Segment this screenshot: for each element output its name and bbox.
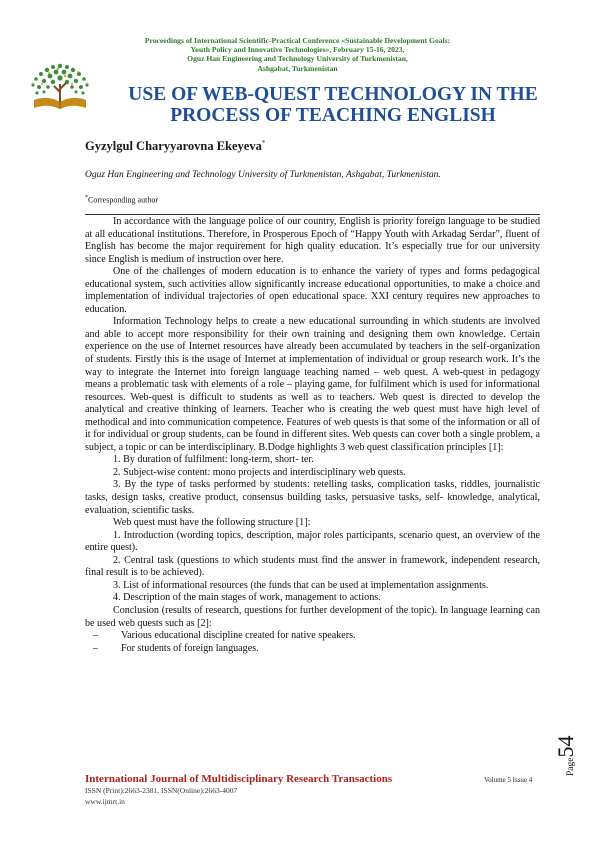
list-item: 2. Subject-wise content: mono projects and interdisciplinary web quests. <box>113 466 406 478</box>
corresponding-text: Corresponding author <box>88 195 158 205</box>
paragraph: In accordance with the language police of our country, English is priority foreign language to be studied at all educational institutions. Therefore, in Prosperous Epoch of “Happy Youth with Arkadag Serdar”, fluent of English has become the major requirement for high quality education. It’s especially true for our university since English is medium of instruction over here. <box>85 216 540 265</box>
dash-marker: – <box>93 642 99 654</box>
author-text: Gyzylgul Charyyarovna Ekeyeva <box>85 139 262 154</box>
journal-name: International Journal of Multidisciplinary Research Transactions <box>85 773 393 785</box>
dash-marker: – <box>93 630 99 642</box>
list-item: 2. Central task (questions to which students must find the answer in framework, independent research, final result is to be achieved). <box>85 554 540 579</box>
corresponding-author <box>85 195 158 205</box>
corresponding-mark: * <box>85 195 88 201</box>
dash-list-item <box>85 643 540 656</box>
paragraph: Web quest must have the following structure [1]: <box>113 517 311 529</box>
title-line: USE OF WEB-QUEST TECHNOLOGY IN THE <box>128 84 538 105</box>
author-mark: * <box>261 139 266 147</box>
issn-line: ISSN (Print):2663-2381, ISSN(Online):2663-4007 <box>85 786 238 795</box>
list-item: 1. By duration of fulfilment: long-term, short- ter. <box>113 454 314 466</box>
list-item: 4. Description of the main stages of work, management to actions. <box>113 592 381 604</box>
dash-list-item <box>85 630 540 643</box>
list-item: 1. Introduction (wording topics, description, major roles participants, scenario quest, an overview of the entire quest). <box>85 529 540 554</box>
page-word: Page <box>566 757 576 776</box>
author-name <box>85 139 265 154</box>
volume-issue: Volume 5 Issue 4 <box>484 776 533 784</box>
list-item: 3. List of informational resources (the funds that can be used at implementation assignments. <box>113 579 489 591</box>
journal-url[interactable]: www.ijmrt.in <box>85 797 125 806</box>
conference-line: Proceedings of International Scientific-Practical Conference «Sustainable Development Goals: <box>144 36 451 45</box>
page-number: 54 <box>553 735 578 758</box>
header-divider <box>85 214 540 215</box>
paragraph: Information Technology helps to create a new educational surrounding in which students are involved and able to accept more responsibility for their own training and designing them own knowledge. Certain experience on the use of Internet resources have already been accumulated by teachers in the self-organization of students. Firstly this is the usage of Internet at implementation of individual or group research work. It’s the way to integrate the Internet into foreign language teaching named – web quest. A web-quest in pedagogy means a problematic task with elements of a role – playing game, for fulfilment which is used for informational resources. Web-quest is difficult to students as well as to teachers. Web quest is directed to develop the analytical and creative thinking of learners. Teacher who is creating the web quest must have high level of methodical and into communication competence. Features of web quests is that some of the information or all of it for individual or group students, can be found in different sites. Web quests can cover both a single problem, a subject, a topic or can be interdisciplinary. B.Dodge highlights 3 web quest classification principles [1]: <box>85 316 540 453</box>
article-body <box>85 216 540 655</box>
affiliation: Oguz Han Engineering and Technology University of Turkmenistan, Ashgabat, Turkmenistan. <box>85 170 441 180</box>
title-line: PROCESS OF TEACHING ENGLISH <box>170 105 496 126</box>
conference-header <box>110 36 485 73</box>
tree-book-logo-icon <box>20 56 100 116</box>
conference-line: Oguz Han Engineering and Technology University of Turkmenistan, <box>187 54 408 64</box>
paragraph: Conclusion (results of research, questions for further development of the topic). In language learning can be used web quests such as [2]: <box>85 604 540 629</box>
list-item: 3. By the type of tasks performed by students: retelling tasks, complication tasks, riddles, journalistic tasks, design tasks, creative product, consensus building tasks, persuasive tasks, self- knowledge, analytical, evaluation, scientific tasks. <box>85 479 540 516</box>
dash-item-text: Various educational discipline created for native speakers. <box>121 630 356 642</box>
paper-title <box>108 84 558 126</box>
paragraph: One of the challenges of modern education is to enhance the variety of types and forms pedagogical educational system, such activities allow significantly increase educational opportunities, to make a choice and implementation of individual trajectories of open educational space. XXI century requires new approaches to education. <box>85 266 540 315</box>
page-number-label <box>553 720 583 776</box>
conference-line: Youth Policy and Innovative Technologies», February 15-16, 2023, <box>190 45 405 55</box>
conference-line: Ashgabat, Turkmenistan <box>257 63 338 73</box>
dash-item-text: For students of foreign languages. <box>121 642 259 654</box>
